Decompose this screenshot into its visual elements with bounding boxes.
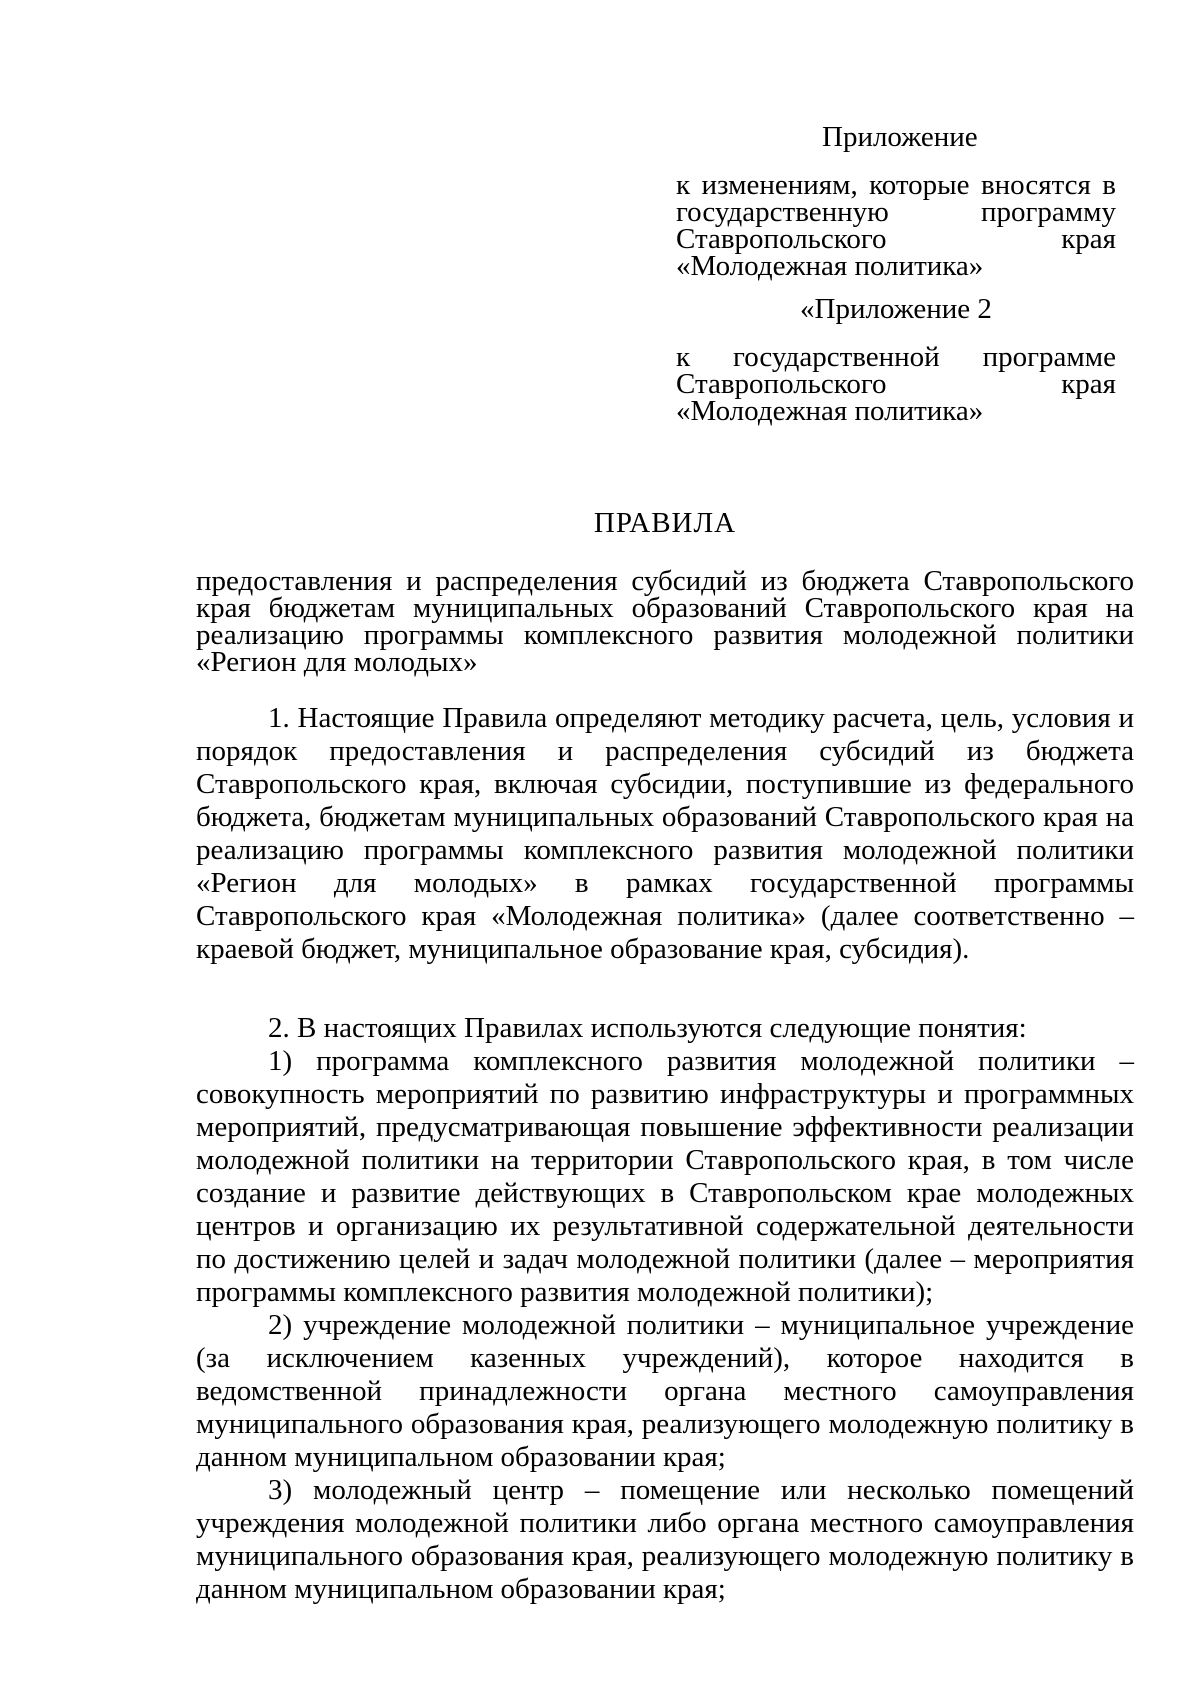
attachment2-text: к государственной программе Ставропольского края «Молодежная политика»	[676, 341, 1116, 427]
document-body	[196, 702, 1134, 1606]
list-item-3: 3) молодежный центр – помещение или несколько помещений учреждения молодежной политики либо органа местного самоуправления муниципального образования края, реализующего молодежную политику в данном муниципальном образовании края;	[196, 1474, 1134, 1605]
attachment2-title: «Приложение 2	[800, 293, 992, 325]
rules-heading: ПРАВИЛА	[593, 507, 737, 539]
attachment-text: к изменениям, которые вносятся в государственную программу Ставропольского края «Молодежная политика»	[676, 169, 1116, 282]
list-item-1: 1) программа комплексного развития молодежной политики – совокупность мероприятий по развитию инфраструктуры и программных мероприятий, предусматривающая повышение эффективности реализации молодежной политики на территории Ставропольского края, в том числе создание и развитие действующих в Ставропольском крае молодежных центров и организацию их результативной содержательной деятельности по достижению целей и задач молодежной политики (далее – мероприятия программы комплексного развития молодежной политики);	[196, 1045, 1134, 1308]
list-item-2: 2) учреждение молодежной политики – муниципальное учреждение (за исключением казенных учреждений), которое находится в ведомственной принадлежности органа местного самоуправления муниципального образования края, реализующего молодежную политику в данном муниципальном образовании края;	[196, 1309, 1134, 1473]
attachment-title: Приложение	[822, 121, 978, 153]
paragraph-2: 2. В настоящих Правилах используются следующие понятия:	[268, 1012, 1027, 1044]
paragraph-1: 1. Настоящие Правила определяют методику расчета, цель, условия и порядок предоставления и распределения субсидий из бюджета Ставропольского края, включая субсидии, поступившие из федерального бюджета, бюджетам муниципальных образований Ставропольского края на реализацию программы комплексного развития молодежной политики «Регион для молодых» в рамках государственной программы Ставропольского края «Молодежная политика» (далее соответственно – краевой бюджет, муниципальное образование края, субсидия).	[196, 702, 1134, 965]
rules-subtitle: предоставления и распределения субсидий из бюджета Ставропольского края бюджетам муниципальных образований Ставропольского края на реализацию программы комплексного развития молодежной политики «Регион для молодых»	[196, 565, 1134, 678]
